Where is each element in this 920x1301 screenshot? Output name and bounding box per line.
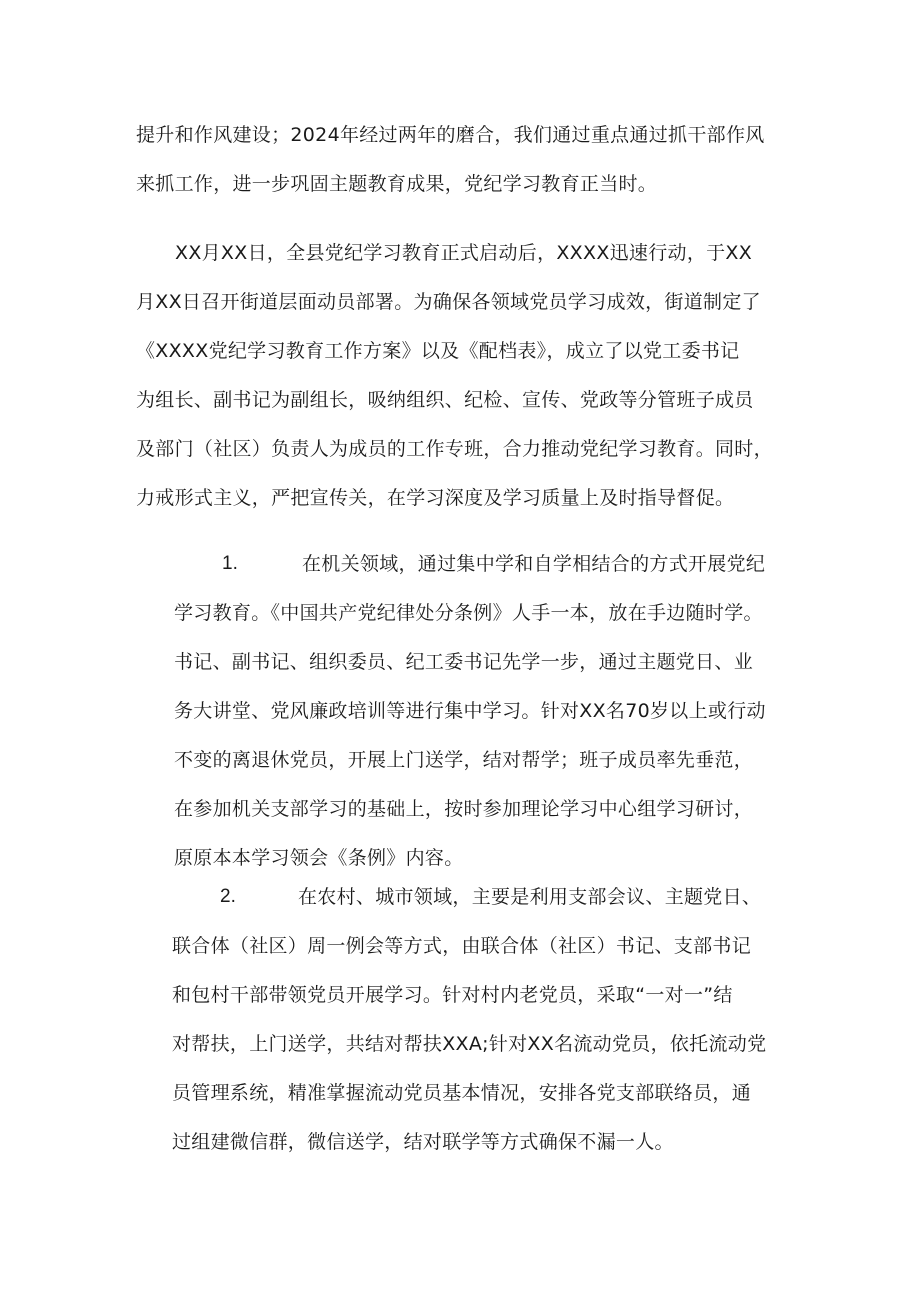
list-item-line: 书记、副书记、组织委员、纪工委书记先学一步，通过主题党日、业 [174, 651, 754, 673]
list-item-line: 在农村、城市领域，主要是利用支部会议、主题党日、 [298, 886, 762, 908]
list-item-line: 原原本本学习领会《条例》内容。 [174, 847, 464, 869]
list-item-line: 不变的离退休党员，开展上门送学，结对帮学；班子成员率先垂范， [174, 749, 754, 771]
list-item-line: 员管理系统，精准掌握流动党员基本情况，安排各党支部联络员，通 [172, 1082, 752, 1104]
list-item-line: 务大讲堂、党风廉政培训等进行集中学习。针对XX名70岁以上或行动 [174, 700, 766, 722]
paragraph-line: 提升和作风建设；2024年经过两年的磨合，我们通过重点通过抓干部作风 [136, 124, 765, 146]
list-item-line: 联合体（社区）周一例会等方式，由联合体（社区）书记、支部书记 [172, 935, 752, 957]
paragraph-line: 力戒形式主义，严把宣传关，在学习深度及学习质量上及时指导督促。 [136, 487, 735, 509]
list-item-number: 2. [220, 886, 236, 907]
list-item-line: 在参加机关支部学习的基础上，按时参加理论学习中心组学习研讨， [174, 798, 754, 820]
paragraph-line: 《XXXX党纪学习教育工作方案》以及《配档表》，成立了以党工委书记 [136, 340, 740, 362]
paragraph-line: 及部门（社区）负责人为成员的工作专班，合力推动党纪学习教育。同时， [136, 438, 773, 460]
list-item-line: 对帮扶，上门送学，共结对帮扶XXA;针对XX名流动党员，依托流动党 [172, 1033, 767, 1055]
list-item-number: 1. [222, 553, 238, 574]
list-item-line: 学习教育。《中国共产党纪律处分条例》人手一本，放在手边随时学。 [174, 602, 763, 624]
paragraph-line: XX月XX日，全县党纪学习教育正式启动后，XXXX迅速行动，于XX [175, 242, 753, 264]
paragraph-line: 月XX日召开街道层面动员部署。为确保各领域党员学习成效，街道制定了 [136, 291, 761, 313]
paragraph-line: 来抓工作，进一步巩固主题教育成果，党纪学习教育正当时。 [136, 173, 658, 195]
list-item-line: 过组建微信群，微信送学，结对联学等方式确保不漏一人。 [172, 1131, 674, 1153]
paragraph-line: 为组长、副书记为副组长，吸纳组织、纪检、宣传、党政等分管班子成员 [136, 389, 754, 411]
list-item-line: 在机关领域，通过集中学和自学相结合的方式开展党纪 [302, 553, 766, 575]
list-item-line: 和包村干部带领党员开展学习。针对村内老党员，采取“一对一”结 [172, 984, 733, 1006]
